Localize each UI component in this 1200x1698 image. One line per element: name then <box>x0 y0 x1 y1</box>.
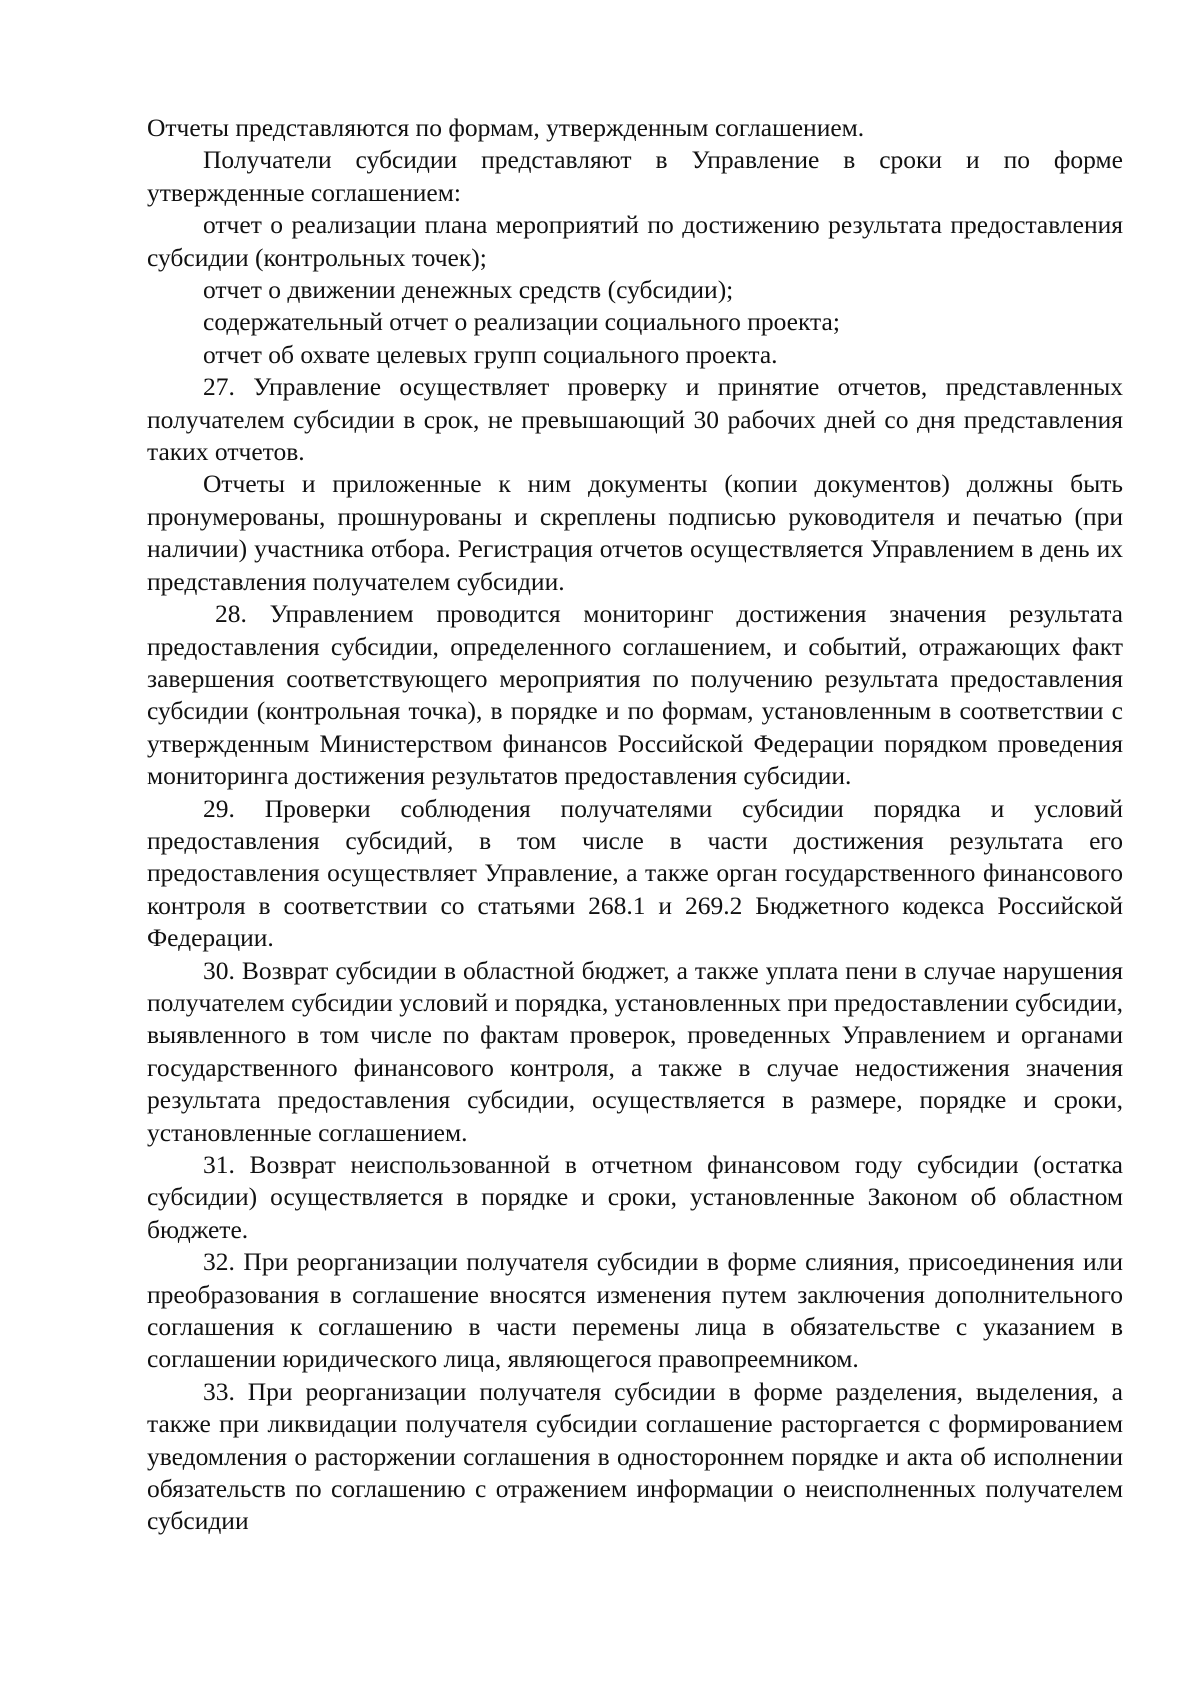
paragraph-28: 28. Управлением проводится мониторинг достижения значения результата предоставления субсидии, определенного соглашением, и событий, отражающих факт завершения соответствующего мероприятия по получению результата предоставления субсидии (контрольная точка), в порядке и по формам, установленным в соответствии с утвержденным Министерством финансов Российской Федерации порядком проведения мониторинга достижения результатов предоставления субсидии. <box>147 599 1123 791</box>
list-item-report-funds: отчет о движении денежных средств (субсидии); <box>203 275 734 305</box>
paragraph-reports-documents: Отчеты и приложенные к ним документы (копии документов) должны быть пронумерованы, прошнурованы и скреплены подписью руководителя и печатью (при наличии) участника отбора. Регистрация отчетов осуществляется Управлением в день их представления получателем субсидии. <box>147 469 1123 596</box>
paragraph-27: 27. Управление осуществляет проверку и принятие отчетов, представленных получателем субсидии в срок, не превышающий 30 рабочих дней со дня представления таких отчетов. <box>147 372 1123 467</box>
paragraph-recipients-submit: Получатели субсидии представляют в Управление в сроки и по форме утвержденные соглашением: <box>147 145 1123 207</box>
paragraph-31: 31. Возврат неиспользованной в отчетном финансовом году субсидии (остатка субсидии) осуществляется в порядке и сроки, установленные Законом об областном бюджете. <box>147 1150 1123 1244</box>
paragraph-32: 32. При реорганизации получателя субсидии в форме слияния, присоединения или преобразования в соглашение вносятся изменения путем заключения дополнительного соглашения к соглашению в части перемены лица в обязательстве с указанием в соглашении юридического лица, являющегося правопреемником. <box>147 1247 1123 1374</box>
list-item-report-content: содержательный отчет о реализации социального проекта; <box>203 307 840 337</box>
list-item-report-plan: отчет о реализации плана мероприятий по достижению результата предоставления субсидии (контрольных точек); <box>147 210 1123 272</box>
paragraph-30: 30. Возврат субсидии в областной бюджет, а также уплата пени в случае нарушения получателем субсидии условий и порядка, установленных при предоставлении субсидии, выявленного в том числе по фактам проверок, проведенных Управлением и органами государственного финансового контроля, а также в случае недостижения значения результата предоставления субсидии, осуществляется в размере, порядке и сроки, установленные соглашением. <box>147 955 1123 1147</box>
paragraph-33: 33. При реорганизации получателя субсидии в форме разделения, выделения, а также при ликвидации получателя субсидии соглашение расторгается с формированием уведомления о расторжении соглашения в одностороннем порядке и акта об исполнении обязательств по соглашению с отражением информации о неисполненных получателем субсидии <box>147 1376 1123 1536</box>
list-item-report-coverage: отчет об охвате целевых групп социального проекта. <box>203 339 778 369</box>
paragraph-reports-forms: Отчеты представляются по формам, утвержденным соглашением. <box>147 113 865 142</box>
paragraph-29: 29. Проверки соблюдения получателями субсидии порядка и условий предоставления субсидий, в том числе в части достижения результата его предоставления осуществляет Управление, а также орган государственного финансового контроля в соответствии со статьями 268.1 и 269.2 Бюджетного кодекса Российской Федерации. <box>147 793 1123 953</box>
document-body <box>147 112 1123 1538</box>
